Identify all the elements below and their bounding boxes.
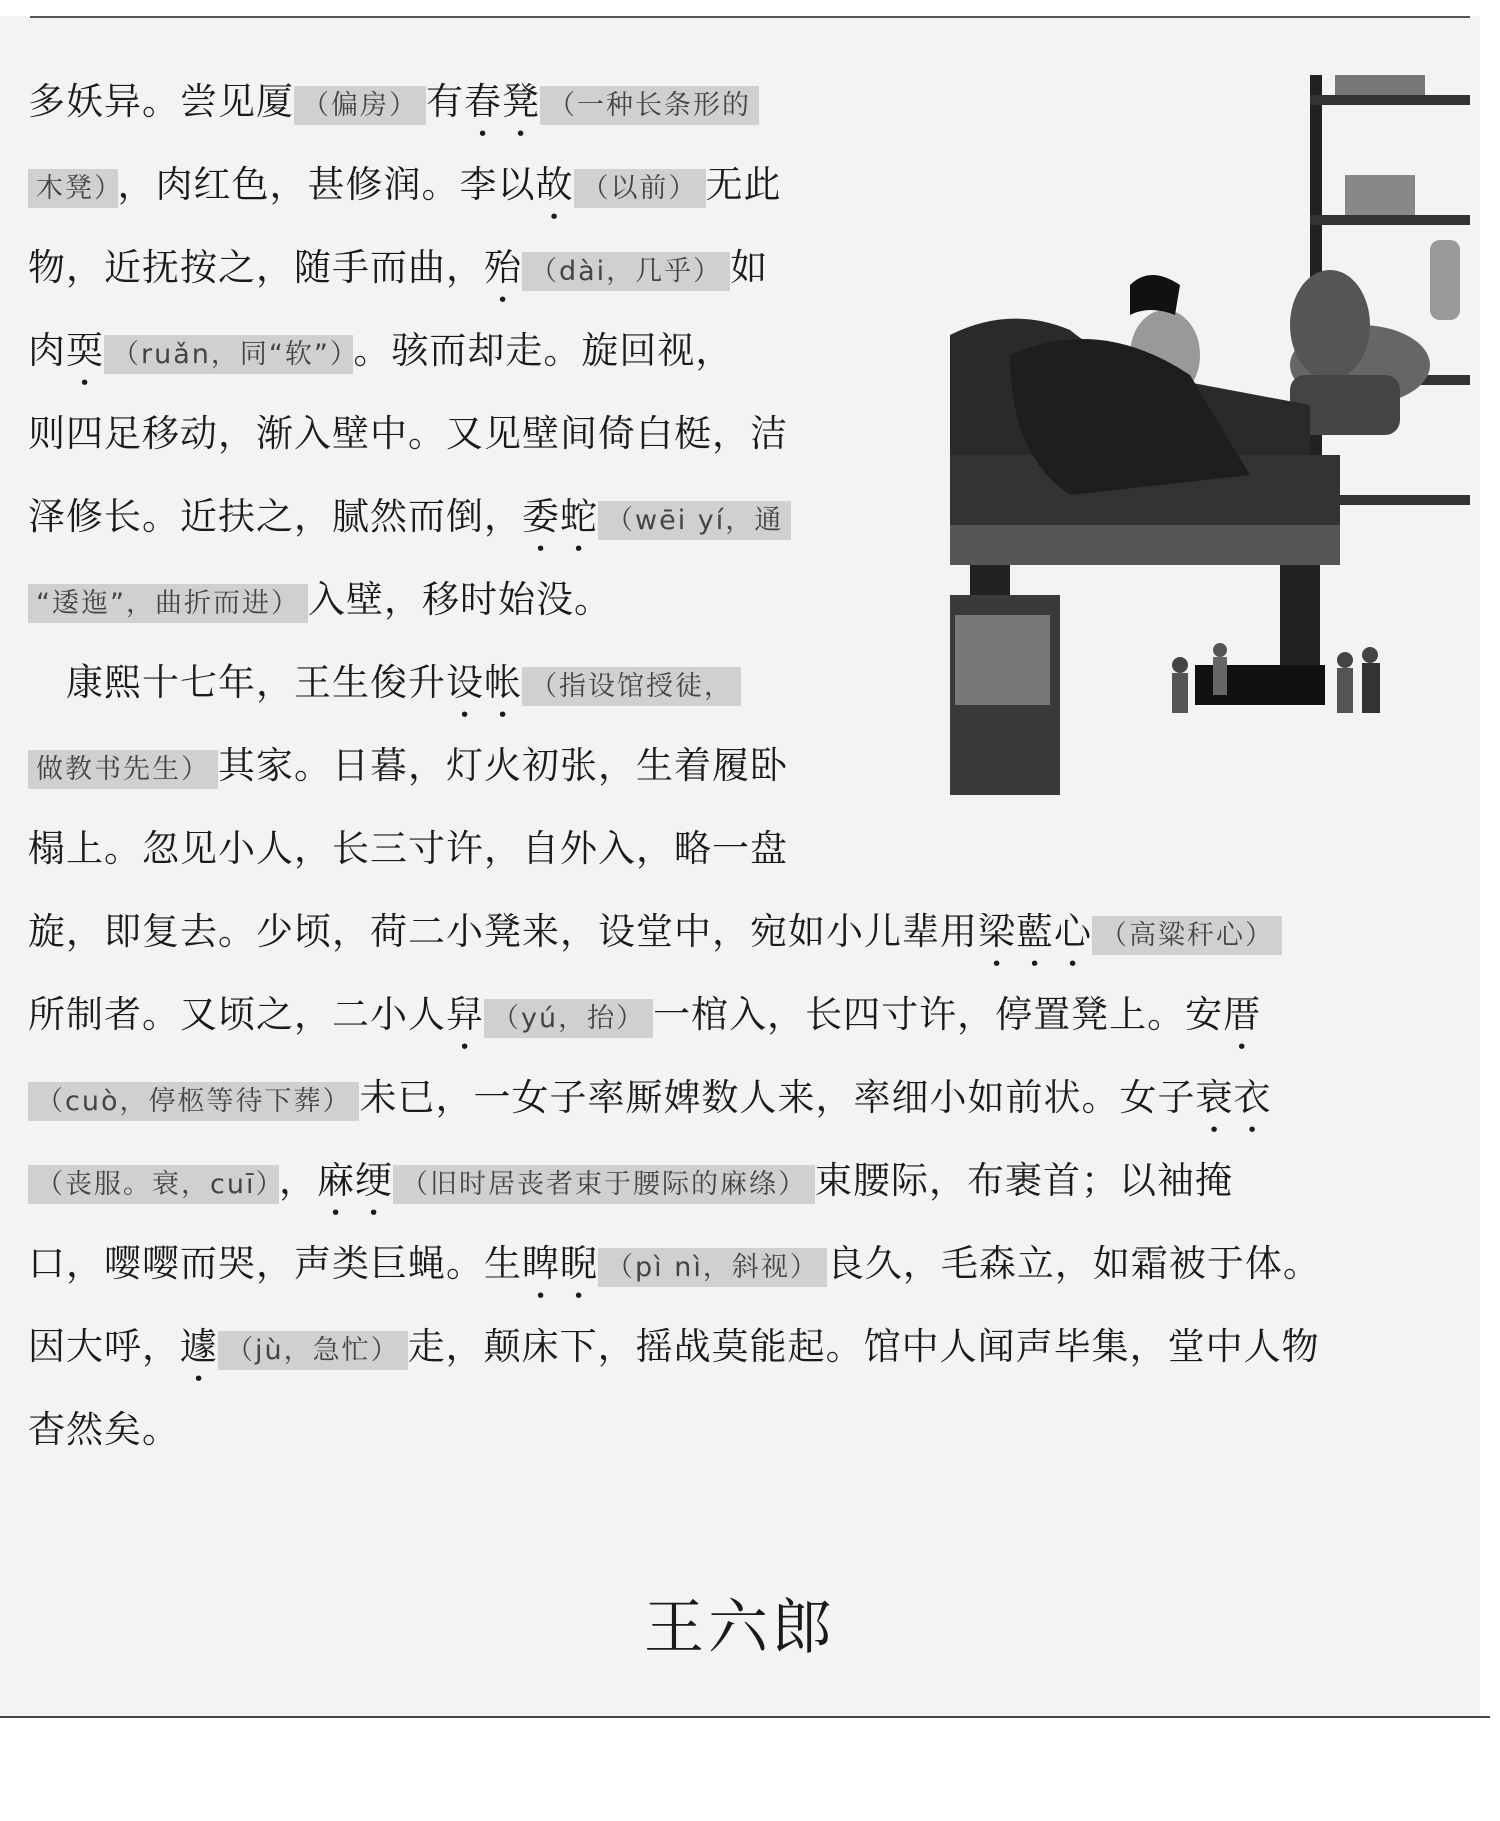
text-segment: 康熙十七年，王生俊升 [28,661,446,704]
emphasized-term: 委蛇 [522,495,598,538]
text-line [28,226,1321,309]
text-segment: 所制者。又顷之，二小人 [28,993,446,1036]
emphasized-term: 耎 [66,329,104,372]
text-segment: 多妖异。尝见厦 [28,80,294,123]
annotation-note: 木凳） [28,169,118,208]
text-segment: 口，嘤嘤而哭，声类巨蝇。生 [28,1242,522,1285]
text-line [28,973,1321,1056]
text-line [28,890,1321,973]
text-segment: 束腰际，布裹首；以袖掩 [814,1159,1233,1202]
text-segment: 未已，一女子率厮婢数人来，率细小如前状。女子 [359,1076,1196,1119]
text-line [28,1056,1321,1139]
text-segment: 肉 [28,329,66,372]
emphasized-term: 麻绠 [316,1159,393,1202]
text-line [28,392,1321,475]
annotation-note: （cuò，停柩等待下葬） [28,1082,359,1121]
emphasized-term: 殆 [484,246,522,289]
text-segment: 一棺入，长四寸许，停置凳上。安 [653,993,1224,1036]
text-line [28,475,1321,558]
chapter-title: 王六郎 [644,1593,836,1663]
text-segment: 杳然矣。 [28,1408,180,1451]
text-segment: 物，近抚按之，随手而曲， [28,246,484,289]
emphasized-term: 舁 [446,993,484,1036]
annotation-note: （dài，几乎） [522,252,730,291]
text-line [28,1139,1321,1222]
text-segment: 榻上。忽见小人，长三寸许，自外入，略一盘 [28,827,788,870]
body-text [28,60,1321,1471]
text-segment: 入壁，移时始没。 [307,578,612,621]
annotation-note: （wēi yí，通 [598,501,791,540]
emphasized-term: 睥睨 [522,1242,598,1285]
text-segment: 旋，即复去。少顷，荷二小凳来，设堂中，宛如小儿辈用 [28,910,978,953]
top-rule [30,16,1470,18]
annotation-note: （指设馆授徒， [522,667,741,706]
text-segment: 有 [426,80,464,123]
text-line [28,641,1321,724]
emphasized-term: 设帐 [446,661,522,704]
text-line [28,724,1321,807]
text-segment: 因大呼， [28,1325,180,1368]
text-segment: 无此 [705,163,782,206]
text-line [28,309,1321,392]
annotation-note: （以前） [574,169,706,208]
emphasized-term: 春凳 [464,80,540,123]
annotation-note: （高粱秆心） [1092,916,1282,955]
annotation-note: （一种长条形的 [540,86,759,125]
text-line [28,1388,1321,1471]
annotation-note: （yú，抬） [484,999,653,1038]
bottom-rule [0,1716,1490,1718]
annotation-note: （旧时居丧者束于腰际的麻绦） [393,1165,815,1204]
emphasized-term: 梁藍心 [978,910,1092,953]
text-segment: 走，颠床下，摇战莫能起。馆中人闻声毕集，堂中人物 [407,1325,1320,1368]
annotation-note: （偏房） [294,86,426,125]
emphasized-term: 厝 [1223,993,1262,1036]
text-segment: 则四足移动，渐入壁中。又见壁间倚白梃，洁 [28,412,788,455]
text-segment: ， [278,1159,317,1202]
emphasized-term: 故 [535,163,574,206]
text-line [28,558,1321,641]
text-line [28,60,1321,143]
annotation-note: （pì nì，斜视） [598,1248,827,1287]
emphasized-term: 衰衣 [1195,1076,1272,1119]
text-line [28,807,1321,890]
text-segment: 如 [730,246,769,289]
emphasized-term: 遽 [180,1325,218,1368]
text-segment: 其家。日暮，灯火初张，生着履卧 [218,744,788,787]
text-line [28,1305,1321,1388]
text-segment: 泽修长。近扶之，腻然而倒， [28,495,522,538]
text-segment: ，肉红色，甚修润。李以 [117,163,536,206]
annotation-note: （jù，急忙） [218,1331,408,1370]
annotation-note: （丧服。衰，cuī） [28,1165,279,1204]
text-segment: 良久，毛森立，如霜被于体。 [826,1242,1321,1285]
annotation-note: 做教书先生） [28,750,218,789]
text-line [28,143,1321,226]
annotation-note: “逶迤”，曲折而进） [28,584,308,623]
text-line [28,1222,1321,1305]
annotation-note: （ruǎn，同“软”） [104,335,353,374]
text-segment: 。骇而却走。旋回视， [353,329,734,372]
